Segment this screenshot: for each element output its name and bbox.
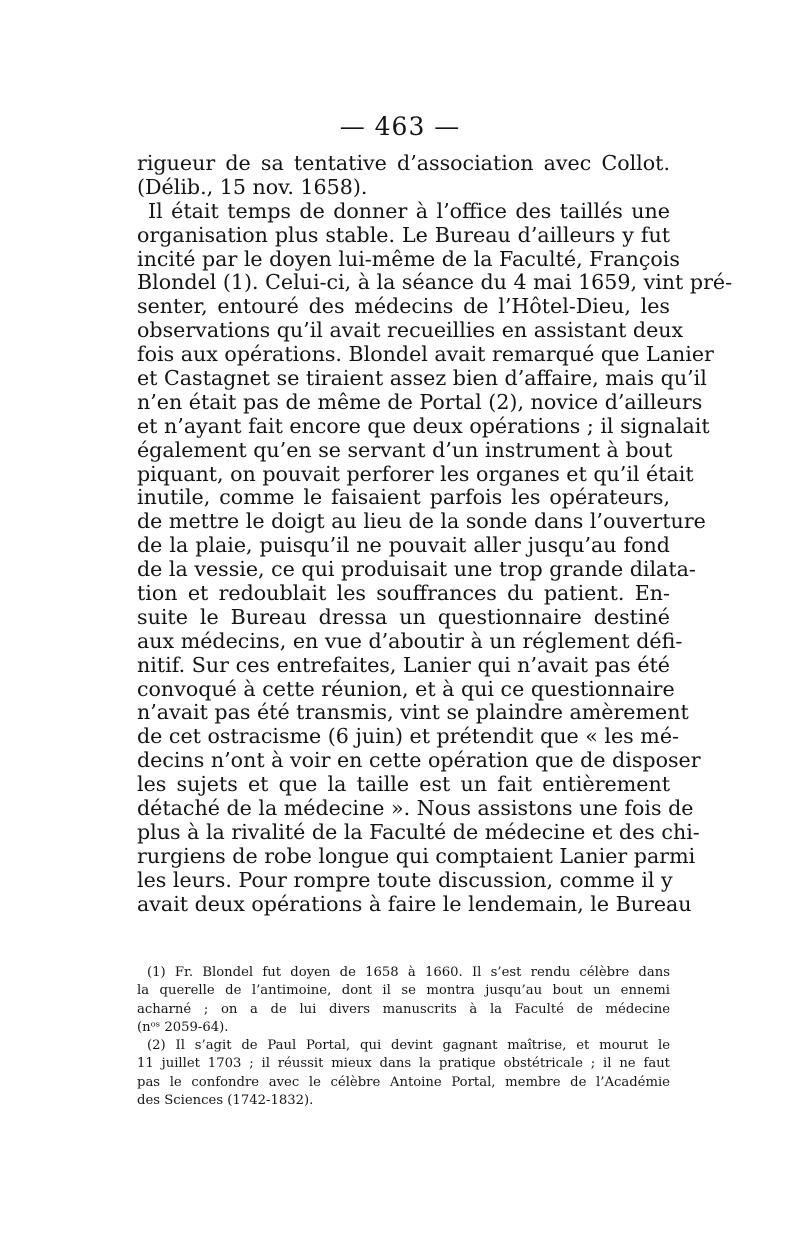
text-line: de cet ostracisme (6 juin) et prétendit que « les mé- xyxy=(137,724,679,749)
text-line: plus à la rivalité de la Faculté de médecine et des chi- xyxy=(137,819,700,844)
footnote-line: (2) Il s’agit de Paul Portal, qui devint gagnant maîtrise, et mourut le xyxy=(147,1038,670,1054)
text-line: Il était temps de donner à l’office des taillés une xyxy=(148,198,670,223)
footnote-line: (nᵒˢ 2059-64). xyxy=(137,1019,229,1035)
text-line: convoqué à cette réunion, et à qui ce questionnaire xyxy=(137,676,675,701)
text-line: nitif. Sur ces entrefaites, Lanier qui n’avait pas été xyxy=(137,652,670,677)
text-line: aux médecins, en vue d’aboutir à un réglement défi- xyxy=(137,628,683,653)
footnote-line: pas le confondre avec le célèbre Antoine Portal, membre de l’Académie xyxy=(137,1074,670,1090)
text-line: suite le Bureau dressa un questionnaire destiné xyxy=(137,604,670,629)
text-line: observations qu’il avait recueillies en assistant deux xyxy=(137,318,684,343)
text-line: n’avait pas été transmis, vint se plaindre amèrement xyxy=(137,700,689,725)
text-line: de mettre le doigt au lieu de la sonde dans l’ouverture xyxy=(137,509,706,534)
text-line: (Délib., 15 nov. 1658). xyxy=(137,174,368,199)
footnote-line: acharné ; on a de lui divers manuscrits à la Faculté de médecine xyxy=(137,1001,670,1017)
text-line: senter, entouré des médecins de l’Hôtel-Dieu, les xyxy=(137,294,670,319)
footnote-line: (1) Fr. Blondel fut doyen de 1658 à 1660. Il s’est rendu célèbre dans xyxy=(147,965,670,980)
text-line: et Castagnet se tiraient assez bien d’affaire, mais qu’il xyxy=(137,366,707,391)
main-text-block xyxy=(137,151,733,917)
text-line: fois aux opérations. Blondel avait remarqué que Lanier xyxy=(137,342,714,367)
text-line: inutile, comme le faisaient parfois les opérateurs, xyxy=(137,485,670,510)
text-line: et n’ayant fait encore que deux opérations ; il signalait xyxy=(137,413,710,438)
text-line: Blondel (1). Celui-ci, à la séance du 4 mai 1659, vint pré- xyxy=(137,270,733,295)
text-line: rurgiens de robe longue qui comptaient Lanier parmi xyxy=(137,843,696,868)
footnotes-block xyxy=(137,964,670,1110)
text-line: également qu’en se servant d’un instrument à bout xyxy=(137,437,673,462)
text-line: tion et redoublait les souffrances du patient. En- xyxy=(137,581,670,606)
text-line: organisation plus stable. Le Bureau d’ailleurs y fut xyxy=(137,222,670,247)
text-line: n’en était pas de même de Portal (2), novice d’ailleurs xyxy=(137,389,703,414)
footnote-line: la querelle de l’antimoine, dont il se montra jusqu’au bout un ennemi xyxy=(137,983,670,999)
text-line: piquant, on pouvait perforer les organes et qu’il était xyxy=(137,461,694,486)
text-line: les leurs. Pour rompre toute discussion, comme il y xyxy=(137,867,673,892)
text-line: incité par le doyen lui-même de la Faculté, François xyxy=(137,246,680,271)
page-number: — 463 — xyxy=(339,112,461,141)
text-line: decins n’ont à voir en cette opération que de disposer xyxy=(137,748,701,773)
text-line: de la plaie, puisqu’il ne pouvait aller jusqu’au fond xyxy=(137,533,670,558)
text-line: avait deux opérations à faire le lendemain, le Bureau xyxy=(137,891,692,916)
text-line: rigueur de sa tentative d’association avec Collot. xyxy=(137,151,670,175)
footnote-line: des Sciences (1742-1832). xyxy=(137,1093,314,1109)
text-line: les sujets et que la taille est un fait entièrement xyxy=(137,772,670,797)
text-line: de la vessie, ce qui produisait une trop grande dilata- xyxy=(137,557,696,582)
footnote-line: 11 juillet 1703 ; il réussit mieux dans la pratique obstétricale ; il ne faut xyxy=(137,1056,670,1072)
text-line: détaché de la médecine ». Nous assistons une fois de xyxy=(137,796,694,821)
